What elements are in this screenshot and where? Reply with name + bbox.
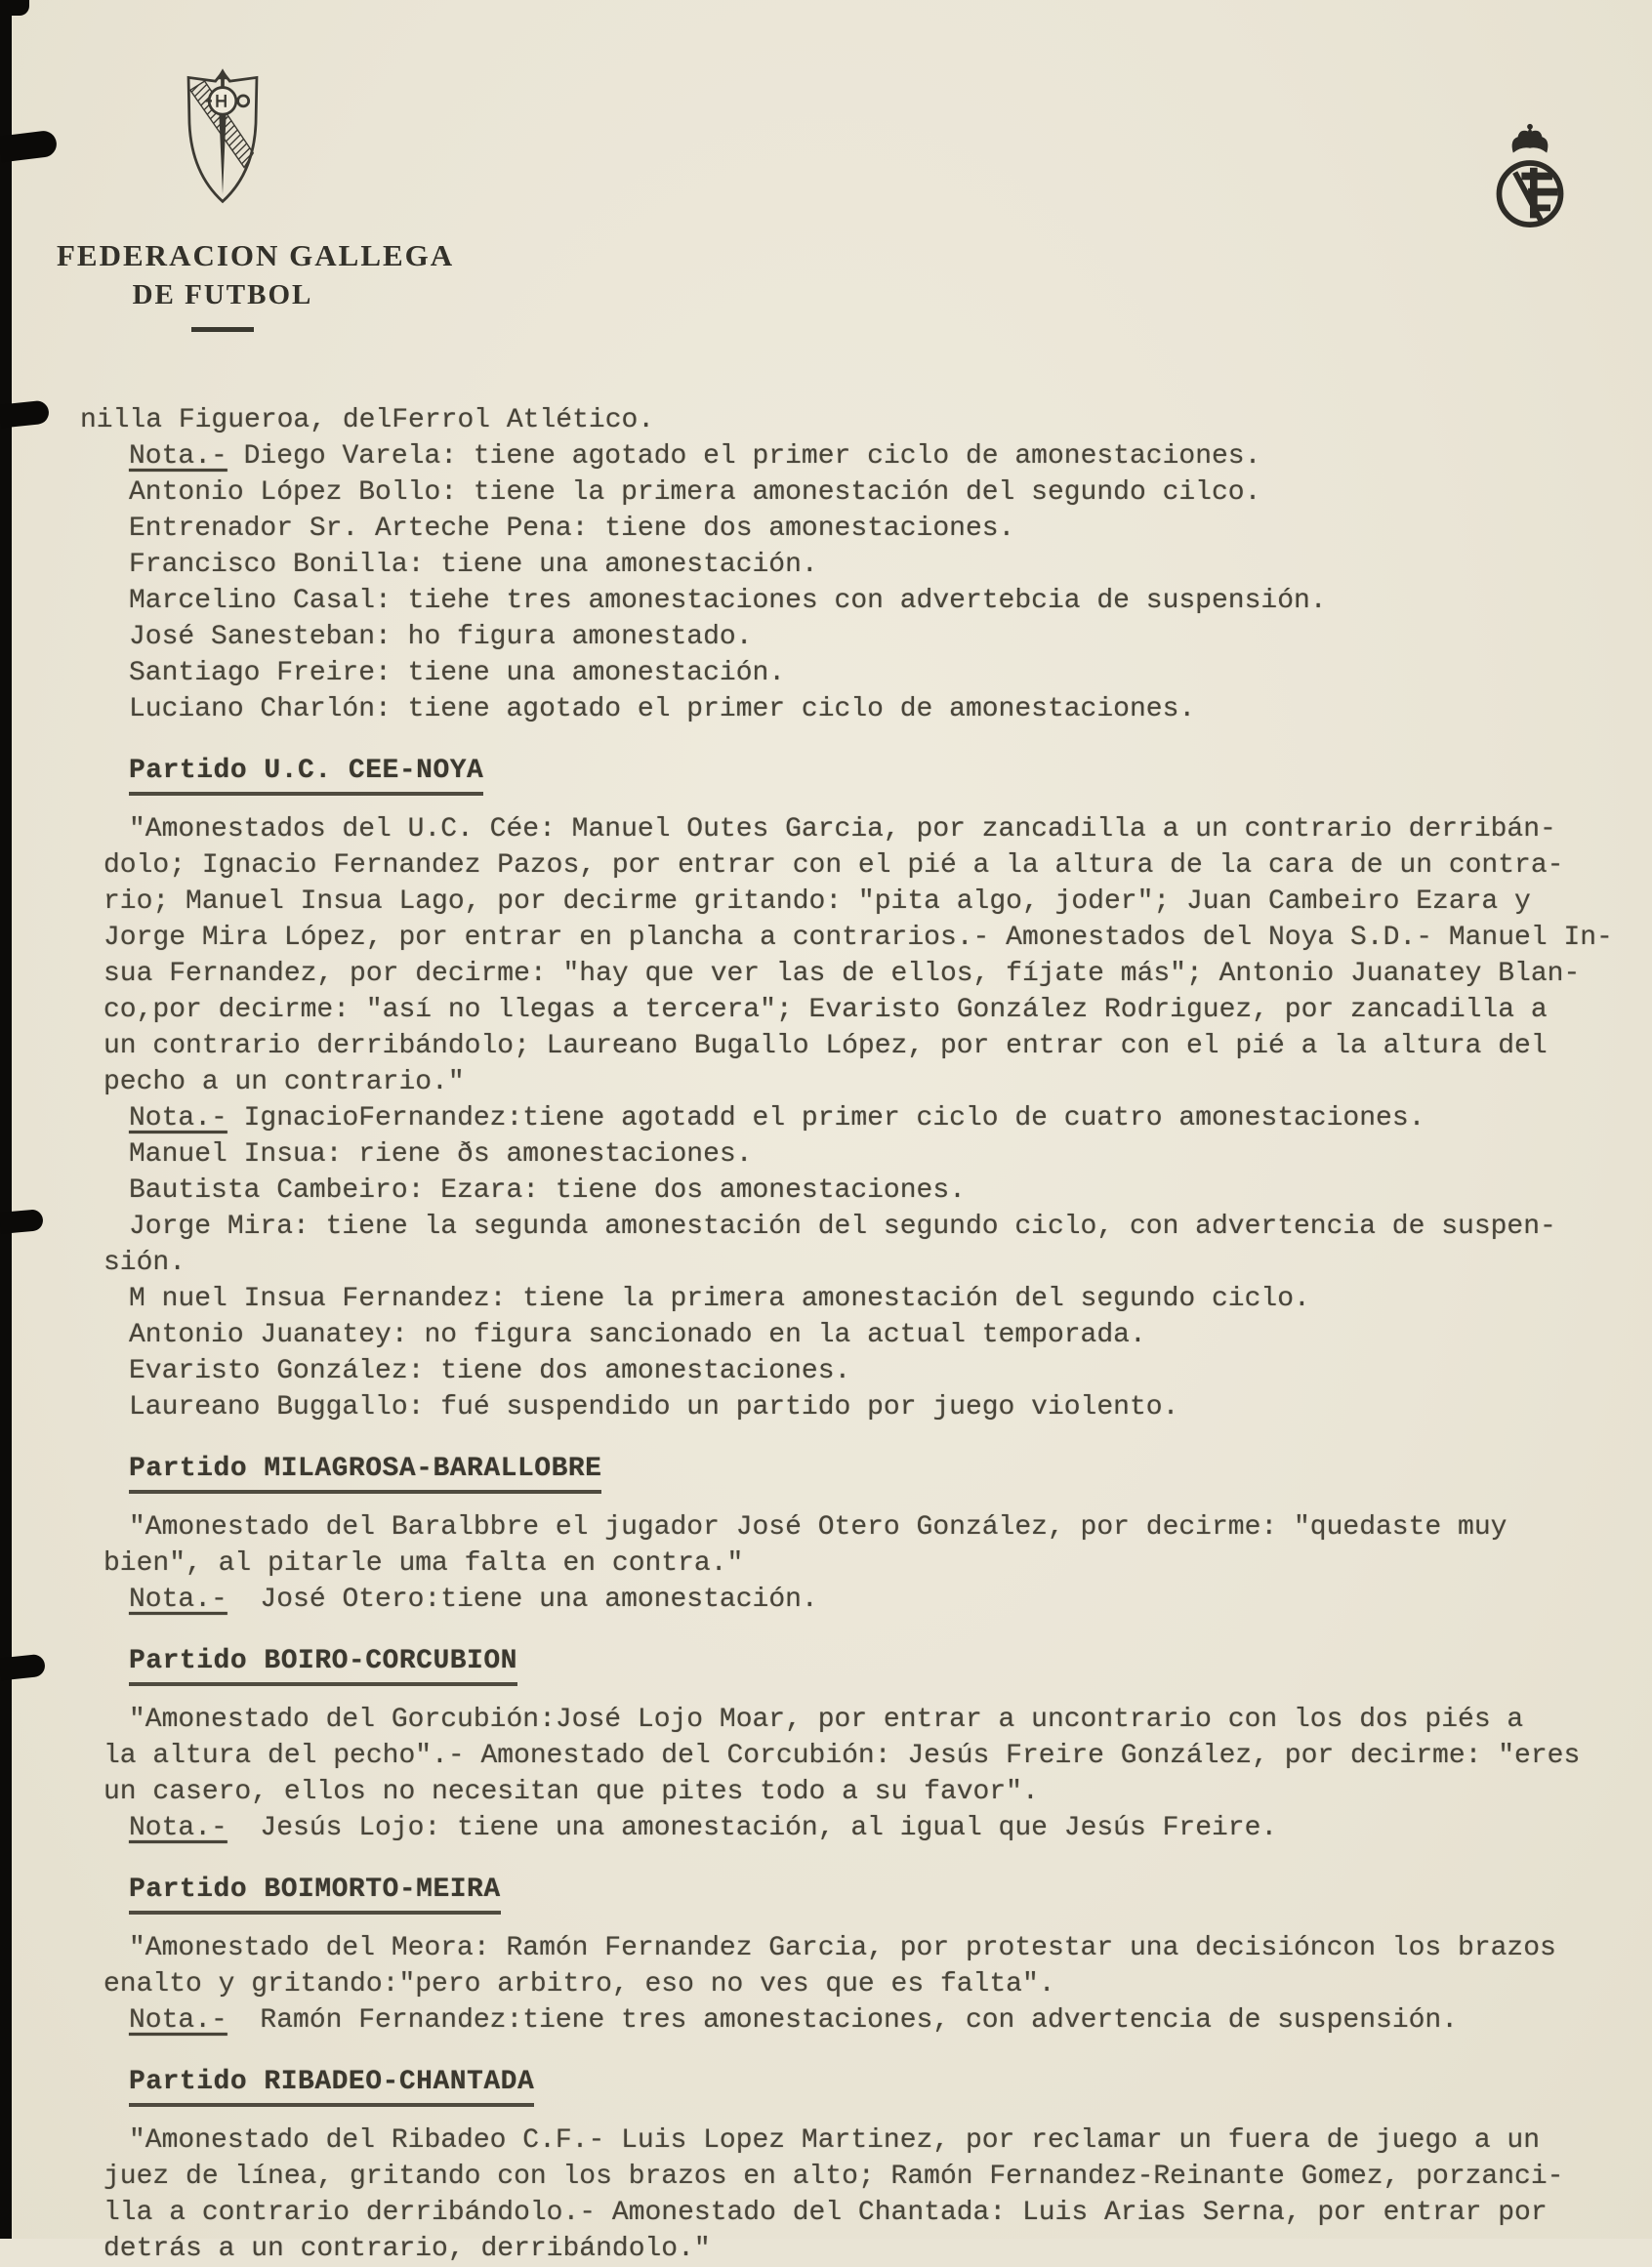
paragraph-line: sua Fernandez, por decirme: "hay que ver las de ellos, fíjate más"; Antonio Juanatey Blan- <box>103 959 1581 989</box>
nota-label: Nota.- <box>129 1585 227 1615</box>
nota-label: Nota.- <box>129 2005 227 2036</box>
section-heading-row <box>129 753 1652 796</box>
section-heading-row <box>129 2064 1652 2107</box>
paragraph <box>103 811 1652 1100</box>
nota-label: Nota.- <box>129 1103 227 1134</box>
paragraph <box>103 1702 1652 1810</box>
paragraph-line: "Amonestado del Meora: Ramón Fernandez Garcia, por protestar una decisióncon los brazos <box>129 1933 1556 1963</box>
paragraph-line: "Amonestado del Ribadeo C.F.- Luis Lopez Martinez, por reclamar un fuera de juego a un <box>129 2125 1541 2156</box>
nota-line <box>129 438 1652 474</box>
text-line: Antonio Juanatey: no figura sancionado en la actual temporada. <box>129 1320 1146 1350</box>
letterhead <box>57 66 455 332</box>
paragraph-line: pecho a un contrario." <box>103 1067 465 1097</box>
paragraph-line: la altura del pecho".- Amonestado del Corcubión: Jesús Freire González, por decirme: "eres <box>103 1741 1581 1771</box>
paragraph-line: bien", al pitarle uma falta en contra." <box>103 1548 744 1579</box>
text-line: Marcelino Casal: tiehe tres amonestaciones con advertebcia de suspensión. <box>129 586 1327 616</box>
text-line: Bautista Cambeiro: Ezara: tiene dos amonestaciones. <box>129 1175 966 1206</box>
paragraph-line: "Amonestado del Gorcubión:José Lojo Moar, por entrar a uncontrario con los dos piés a <box>129 1705 1524 1735</box>
nota-label: Nota.- <box>129 1813 227 1843</box>
paragraph-line: rio; Manuel Insua Lago, por decirme gritando: "pita algo, joder"; Juan Cambeiro Ezara y <box>103 886 1531 917</box>
paragraph-line: dolo; Ignacio Fernandez Pazos, por entrar con el pié a la altura de la cara de un contra- <box>103 850 1564 881</box>
paragraph <box>103 1930 1652 2002</box>
paragraph-line: co,por decirme: "así no llegas a tercera"; Evaristo González Rodriguez, por zancadilla a <box>103 995 1548 1025</box>
text-line: Francisco Bonilla: tiene una amonestación. <box>129 550 818 580</box>
section-heading-row <box>129 1451 1652 1494</box>
paragraph-line: detrás a un contrario, derribándolo." <box>103 2234 711 2264</box>
nota-line <box>129 1810 1652 1846</box>
section-heading: Partido RIBADEO-CHANTADA <box>129 2064 534 2107</box>
nota-text: Ramón Fernandez:tiene tres amonestaciones, con advertencia de suspensión. <box>227 2005 1459 2036</box>
section-heading: Partido U.C. CEE-NOYA <box>129 753 483 796</box>
text-line: Santiago Freire: tiene una amonestación. <box>129 658 786 688</box>
text-line: Jorge Mira: tiene la segunda amonestación del segundo ciclo, con advertencia de suspen- <box>129 1212 1556 1242</box>
paragraph-line: un contrario derribándolo; Laureano Bugallo López, por entrar con el pié a la altura del <box>103 1031 1548 1061</box>
nota-line <box>129 2002 1652 2039</box>
text-line: M nuel Insua Fernandez: tiene la primera amonestación del segundo ciclo. <box>129 1284 1310 1314</box>
nota-text: Diego Varela: tiene agotado el primer ciclo de amonestaciones. <box>227 441 1261 472</box>
crown-circle-federation-emblem-icon <box>1488 115 1572 232</box>
text-line: Manuel Insua: riene ðs amonestaciones. <box>129 1139 753 1170</box>
section-heading: Partido MILAGROSA-BARALLOBRE <box>129 1451 601 1494</box>
text-line: Evaristo González: tiene dos amonestaciones. <box>129 1356 851 1386</box>
nota-text: Jesús Lojo: tiene una amonestación, al igual que Jesús Freire. <box>227 1813 1278 1843</box>
text-line: Luciano Charlón: tiene agotado el primer ciclo de amonestaciones. <box>129 694 1196 724</box>
paragraph-line: "Amonestados del U.C. Cée: Manuel Outes Garcia, por zancadilla a un contrario derribán- <box>129 814 1556 845</box>
document-body <box>0 402 1652 2267</box>
nota-text: IgnacioFernandez:tiene agotadd el primer ciclo de cuatro amonestaciones. <box>227 1103 1425 1134</box>
text-line: sión. <box>103 1248 186 1278</box>
org-name-line2: DE FUTBOL <box>132 279 313 310</box>
text-line: Entrenador Sr. Arteche Pena: tiene dos amonestaciones. <box>129 514 1015 544</box>
text-line: Laureano Buggallo: fué suspendido un partido por juego violento. <box>129 1392 1179 1422</box>
text-line: Antonio López Bollo: tiene la primera amonestación del segundo cilco. <box>129 477 1261 508</box>
text-line: nilla Figueroa, delFerrol Atlético. <box>80 405 655 435</box>
paragraph-line: enalto y gritando:"pero arbitro, eso no ves que es falta". <box>103 1969 1055 1999</box>
nota-line <box>129 1582 1652 1618</box>
paragraph-line: lla a contrario derribándolo.- Amonestado del Chantada: Luis Arias Serna, por entrar por <box>103 2198 1548 2228</box>
paragraph-line: juez de línea, gritando con los brazos en alto; Ramón Fernandez-Reinante Gomez, porzanci- <box>103 2162 1564 2192</box>
text-line: José Sanesteban: ho figura amonestado. <box>129 622 753 652</box>
binder-hole-tab <box>0 130 58 163</box>
federation-shield-crest-icon <box>178 66 268 211</box>
paragraph-line: "Amonestado del Baralbbre el jugador José Otero González, por decirme: "quedaste muy <box>129 1512 1507 1543</box>
paragraph <box>103 1509 1652 1582</box>
nota-text: José Otero:tiene una amonestación. <box>227 1585 818 1615</box>
section-heading: Partido BOIMORTO-MEIRA <box>129 1872 501 1915</box>
section-heading-row <box>129 1872 1652 1915</box>
nota-label: Nota.- <box>129 441 227 472</box>
section-heading: Partido BOIRO-CORCUBION <box>129 1643 517 1686</box>
nota-line <box>129 1100 1652 1136</box>
section-heading-row <box>129 1643 1652 1686</box>
binding-corner <box>0 0 29 16</box>
paragraph <box>103 2123 1652 2267</box>
org-name-line1: FEDERACION GALLEGA <box>57 238 455 272</box>
letterhead-rule <box>191 327 254 332</box>
paragraph-line: Jorge Mira López, por entrar en plancha a contrarios.- Amonestados del Noya S.D.- Manuel In- <box>103 923 1613 953</box>
paragraph-line: un casero, ellos no necesitan que pites todo a su favor". <box>103 1777 1039 1807</box>
